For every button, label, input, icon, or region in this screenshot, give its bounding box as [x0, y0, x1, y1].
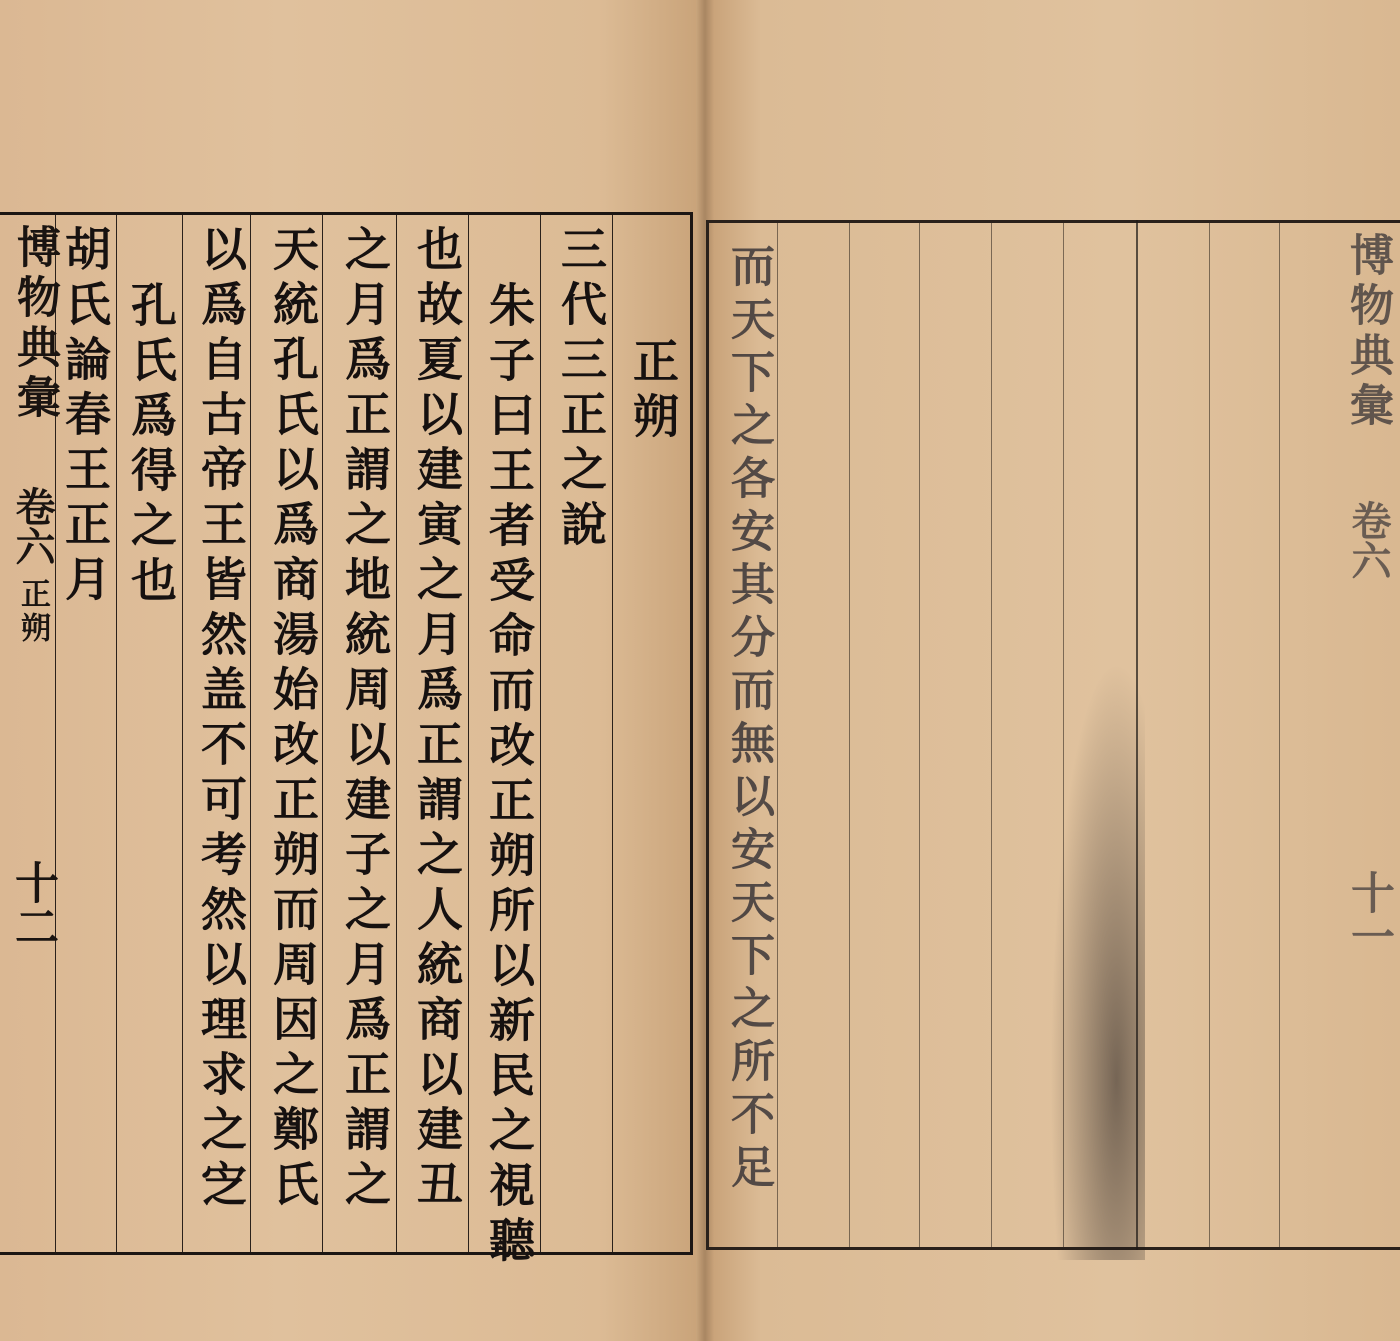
text-column: 以爲自古帝王皆然盖不可考然以理求之㝎 [194, 225, 248, 1215]
column-rule [612, 215, 613, 1252]
column-rule [540, 215, 541, 1252]
column-rule [468, 215, 469, 1252]
column-rule [849, 223, 850, 1247]
ink-smudge [1050, 660, 1145, 1260]
left-page-frame [0, 212, 693, 1271]
column-rule [919, 223, 920, 1247]
page-number: 十一 [1343, 870, 1394, 958]
page-number: 十二 [7, 860, 58, 948]
column-rule [116, 215, 117, 1252]
text-column: 而天下之各安其分而無以安天下之所不足 [723, 243, 774, 1197]
column-rule [396, 215, 397, 1252]
column-rule [182, 215, 183, 1252]
book-title: 博物典彙 [9, 224, 60, 424]
text-column: 之月爲正謂之地統周以建子之月爲正謂之 [338, 225, 392, 1215]
book-title: 博物典彙 [1342, 232, 1393, 432]
section-label: 正朔 [15, 578, 50, 646]
section-heading: 正朔 [626, 337, 680, 447]
column-rule [250, 215, 251, 1252]
text-column: 胡氏論春王正月 [58, 225, 112, 610]
column-rule [1279, 223, 1280, 1247]
text-column: 天統孔氏以爲商湯始改正朔而周因之鄭氏 [266, 225, 320, 1215]
left-margin-label [0, 218, 60, 1248]
text-column: 朱子曰王者受命而改正朔所以新民之視聽 [482, 281, 536, 1271]
column-rule [322, 215, 323, 1252]
text-column: 孔氏爲得之也 [124, 281, 178, 611]
section-title: 三代三正之說 [554, 225, 608, 555]
column-rule [1209, 223, 1210, 1247]
text-column: 也故夏以建寅之月爲正謂之人統商以建丑 [410, 225, 464, 1215]
chapter-label: 卷六 [9, 486, 56, 566]
column-rule [991, 223, 992, 1247]
column-rule [777, 223, 778, 1247]
chapter-label: 卷六 [1345, 500, 1392, 580]
